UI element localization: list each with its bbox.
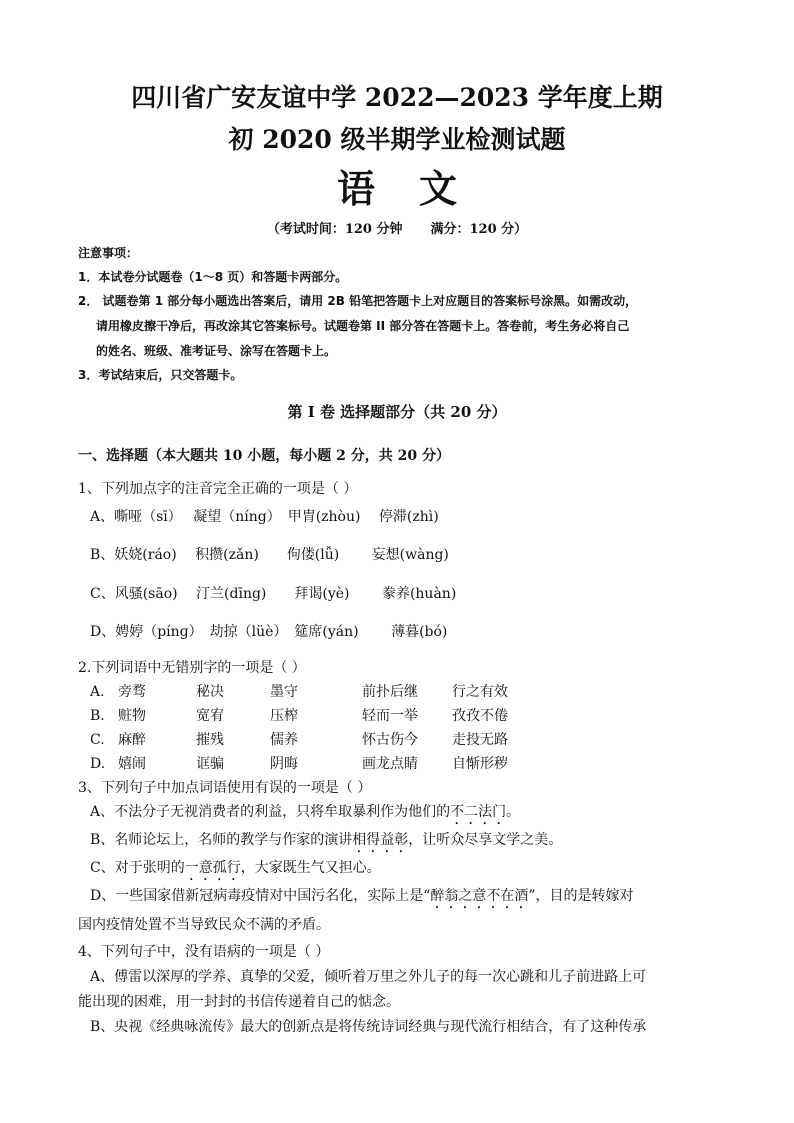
subject-title: 语文: [336, 166, 501, 211]
q3-stem: 3、下列句子中加点词语使用有误的一项是（ ）: [78, 780, 372, 796]
q1-option-c: C、风骚(sāo) 汀兰(dīng) 拜谒(yè) 豢养(huàn): [90, 586, 457, 602]
exam-score: 满分：120 分）: [430, 222, 528, 237]
dotted-phrase: 相得益彰: [352, 832, 409, 848]
dotted-phrase: 不二法门: [450, 804, 507, 820]
q3-option-b: B、名师论坛上，名师的教学与作家的演讲相得益彰，让听众尽享文学之美。: [90, 832, 563, 848]
q4-option-a: A、傅雷以深厚的学养、真挚的父爱，倾听着万里之外儿子的每一次心跳和儿子前进路上可: [90, 969, 647, 985]
note-item-2: 2． 试题卷第 1 部分每小题选出答案后，请用 2B 铅笔把答题卡上对应题目的答案标号涂黑。如需改动，: [78, 294, 638, 308]
q4-option-a-cont: 能出现的困难，用一封封的书信传递着自己的惦念。: [78, 994, 400, 1010]
dotted-phrase: 醉翁之意不在酒: [430, 888, 529, 904]
q1-option-b: B、妖娆(ráo) 积攒(zǎn) 佝偻(lǚ) 妄想(wàng): [90, 547, 449, 563]
q2-option-b: B. 赃物 宽宥 压榨 轻而一举 孜孜不倦: [90, 708, 508, 724]
exam-info: [0, 218, 794, 237]
q3-option-d: D、一些国家借新冠病毒疫情对中国污名化，实际上是“醉翁之意不在酒”，目的是转嫁对: [90, 888, 634, 904]
q1-option-a: A、嘶哑（sī） 凝望（níng） 甲胄(zhòu) 停滞(zhì): [90, 509, 439, 525]
q3-option-c: C、对于张明的一意孤行，大家既生气又担心。: [90, 860, 381, 876]
q2-option-a: A. 旁骛 秘决 墨守 前扑后继 行之有效: [90, 684, 508, 700]
q1-option-d: D、娉婷（pínɡ） 劫掠（lüè） 筵席(yán) 薄暮(bó): [90, 624, 448, 640]
q1-stem: 1、下列加点字的注音完全正确的一项是（ ）: [78, 481, 358, 497]
q2-option-d: D. 嬉闹 诓骗 阴晦 画龙点睛 自惭形秽: [90, 756, 508, 772]
note-item-2-cont: 请用橡皮擦干净后，再改涂其它答案标号。试题卷第 II 部分答在答题卡上。答卷前，考生务必将自己: [96, 319, 630, 333]
notes-title: 注意事项：: [78, 246, 139, 260]
q2-stem: 2.下列词语中无错别字的一项是（ ）: [78, 660, 306, 676]
exam-grade-title: 初 2020 级半期学业检测试题: [228, 125, 566, 154]
exam-time: （考试时间：120 分钟: [266, 222, 403, 237]
q4-stem: 4、下列句子中，没有语病的一项是（ ）: [78, 944, 330, 960]
section-title: 第 Ⅰ 卷 选择题部分（共 20 分）: [287, 403, 507, 421]
note-item-3: 3．考试结束后，只交答题卡。: [78, 368, 243, 382]
dotted-phrase: 一意孤行: [184, 860, 241, 876]
q2-option-c: C. 麻醉 摧残 儒养 怀古伤今 走投无路: [90, 732, 508, 748]
note-item-1: 1．本试卷分试题卷（1～8 页）和答题卡两部分。: [78, 270, 348, 284]
q4-option-b: B、央视《经典咏流传》最大的创新点是将传统诗词经典与现代流行相结合，有了这种传承: [90, 1019, 647, 1035]
q3-option-d-cont: 国内疫情处置不当导致民众不满的矛盾。: [78, 917, 330, 933]
q3-option-a: A、不法分子无视消费者的利益，只将牟取暴利作为他们的不二法门。: [90, 804, 521, 820]
exam-school-title: 四川省广安友谊中学 2022—2023 学年度上期: [131, 83, 663, 112]
note-item-2-cont2: 的姓名、班级、准考证号、涂写在答题卡上。: [96, 344, 337, 358]
part-title: 一、选择题（本大题共 10 小题，每小题 2 分，共 20 分）: [78, 448, 450, 464]
